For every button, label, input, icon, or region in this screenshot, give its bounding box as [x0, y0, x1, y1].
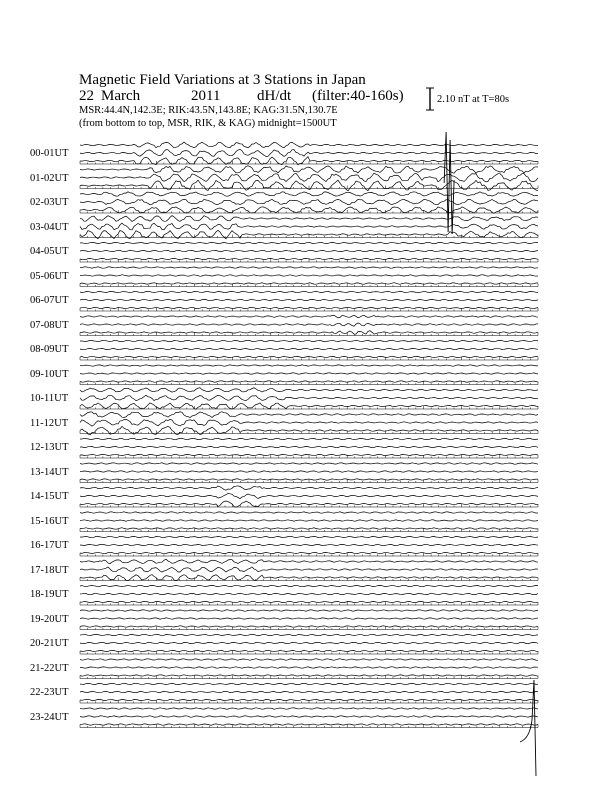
row-label-18-19UT: 18-19UT: [30, 589, 69, 600]
trace-KAG-21-22UT: [80, 659, 538, 661]
trace-RIK-13-14UT: [80, 471, 538, 472]
trace-RIK-20-21UT: [80, 642, 538, 644]
trace-KAG-23-24UT: [80, 708, 538, 709]
row-label-15-16UT: 15-16UT: [30, 515, 69, 527]
trace-KAG-17-18UT: [80, 559, 538, 564]
trace-RIK-16-17UT: [80, 544, 538, 546]
row-label-02-03UT: 02-03UT: [30, 197, 69, 208]
trace-RIK-01-02UT: [80, 173, 538, 182]
trace-KAG-04-05UT: [80, 242, 538, 244]
row-label-19-20UT: 19-20UT: [30, 613, 69, 625]
row-label-12-13UT: 12-13UT: [30, 442, 69, 453]
row-label-00-01UT: 00-01UT: [30, 148, 69, 159]
excursion-23-24UT: [520, 680, 536, 776]
trace-RIK-07-08UT: [80, 323, 538, 326]
trace-KAG-15-16UT: [80, 512, 538, 513]
row-label-04-05UT: 04-05UT: [30, 246, 69, 257]
quantity-label: dH/dt: [257, 88, 292, 104]
trace-KAG-09-10UT: [80, 365, 538, 366]
trace-KAG-01-02UT: [80, 166, 538, 173]
trace-RIK-10-11UT: [80, 395, 538, 400]
trace-RIK-05-06UT: [80, 275, 538, 277]
scale-label: 2.10 nT at T=80s: [437, 94, 510, 105]
trace-RIK-18-19UT: [80, 593, 538, 595]
row-label-23-24UT: 23-24UT: [30, 711, 69, 723]
trace-KAG-00-01UT: [80, 142, 538, 148]
row-label-14-15UT: 14-15UT: [30, 491, 69, 502]
row-label-22-23UT: 22-23UT: [30, 687, 69, 698]
trace-RIK-22-23UT: [80, 691, 538, 692]
trace-KAG-11-12UT: [80, 412, 538, 418]
filter-label: (filter:40-160s): [312, 88, 404, 104]
row-label-11-12UT: 11-12UT: [30, 417, 69, 429]
trace-KAG-10-11UT: [80, 388, 538, 392]
trace-RIK-03-04UT: [80, 223, 538, 230]
trace-RIK-04-05UT: [80, 250, 538, 251]
trace-KAG-06-07UT: [80, 291, 538, 293]
trace-KAG-03-04UT: [80, 216, 538, 222]
trace-RIK-19-20UT: [80, 618, 538, 620]
station-coordinates: MSR:44.4N,142.3E; RIK:43.5N,143.8E; KAG:31.5N,130.7E: [79, 105, 338, 116]
trace-RIK-08-09UT: [80, 348, 538, 349]
trace-RIK-14-15UT: [80, 494, 538, 499]
trace-KAG-13-14UT: [80, 463, 538, 464]
trace-KAG-07-08UT: [80, 315, 538, 318]
trace-RIK-09-10UT: [80, 373, 538, 374]
trace-KAG-19-20UT: [80, 610, 538, 611]
trace-KAG-18-19UT: [80, 585, 538, 587]
row-label-07-08UT: 07-08UT: [30, 319, 69, 331]
trace-RIK-21-22UT: [80, 667, 538, 669]
trace-RIK-15-16UT: [80, 520, 538, 522]
date-day: 22: [79, 88, 94, 104]
date-year: 2011: [191, 88, 221, 104]
trace-KAG-08-09UT: [80, 340, 538, 342]
row-label-05-06UT: 05-06UT: [30, 270, 69, 282]
row-label-16-17UT: 16-17UT: [30, 540, 69, 551]
trace-KAG-02-03UT: [80, 192, 538, 196]
row-label-09-10UT: 09-10UT: [30, 368, 69, 380]
trace-KAG-20-21UT: [80, 634, 538, 636]
trace-RIK-02-03UT: [80, 199, 538, 204]
trace-KAG-16-17UT: [80, 536, 538, 537]
row-label-06-07UT: 06-07UT: [30, 295, 69, 306]
date-month: March: [101, 88, 141, 104]
row-label-17-18UT: 17-18UT: [30, 564, 69, 576]
trace-RIK-23-24UT: [80, 716, 538, 717]
row-label-21-22UT: 21-22UT: [30, 662, 69, 674]
trace-KAG-14-15UT: [80, 486, 538, 490]
trace-KAG-12-13UT: [80, 438, 538, 439]
row-label-10-11UT: 10-11UT: [30, 393, 69, 404]
row-label-20-21UT: 20-21UT: [30, 638, 69, 649]
chart-title: Magnetic Field Variations at 3 Stations in Japan: [79, 72, 366, 88]
row-label-01-02UT: 01-02UT: [30, 172, 69, 184]
trace-RIK-00-01UT: [80, 149, 538, 156]
trace-KAG-22-23UT: [80, 683, 538, 685]
trace-RIK-11-12UT: [80, 419, 538, 426]
trace-RIK-12-13UT: [80, 446, 538, 448]
station-order-note: (from bottom to top, MSR, RIK, & KAG) midnight=1500UT: [79, 118, 337, 129]
trace-RIK-17-18UT: [80, 567, 538, 572]
trace-KAG-05-06UT: [80, 267, 538, 268]
row-label-03-04UT: 03-04UT: [30, 221, 69, 233]
row-label-13-14UT: 13-14UT: [30, 466, 69, 478]
trace-RIK-06-07UT: [80, 299, 538, 301]
row-label-08-09UT: 08-09UT: [30, 344, 69, 355]
